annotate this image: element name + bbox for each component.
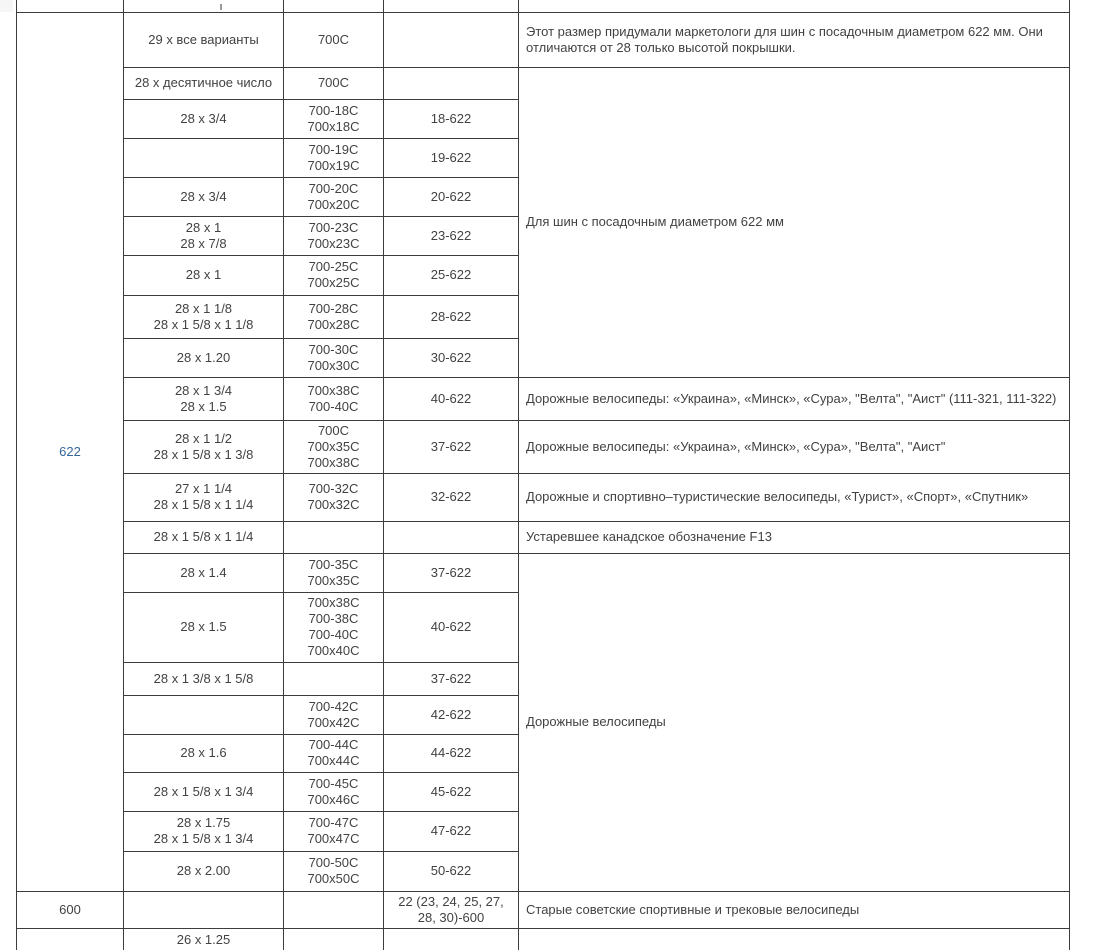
cell-size-french: [284, 473, 384, 521]
table-row: [17, 473, 1070, 521]
french-line: 700x44C: [307, 753, 360, 768]
cell-size-iso: 40-622: [384, 377, 519, 420]
french-line: 700x42C: [307, 714, 360, 730]
table-row-partial-bottom: [17, 928, 1070, 950]
cell-size-french: [284, 338, 384, 377]
cell-size-iso: 44-622: [384, 734, 519, 772]
table-row: [17, 553, 1070, 592]
tire-size-table: [16, 0, 1070, 950]
cell-diameter-600: 600: [17, 891, 124, 928]
french-line: 700x38C: [307, 454, 360, 470]
french-line: 700x35C: [307, 438, 360, 454]
table-row-partial-top: [17, 0, 1070, 12]
size-line: 28 x 1.5: [180, 398, 227, 414]
cell-size-french: [284, 420, 384, 473]
size-line: 28 x 1 1/2: [174, 430, 233, 446]
cell-size-inch: [124, 772, 284, 811]
size-line: 28 x 1 3/8 x 1 5/8: [153, 670, 254, 686]
cell-size-inch: [124, 295, 284, 338]
cell-size-iso: [384, 521, 519, 553]
cell-size-french: [284, 553, 384, 592]
french-line: 700x38C: [307, 595, 360, 610]
cell-size-french: [284, 295, 384, 338]
cell-size-french: [284, 521, 384, 553]
cell-description: [519, 928, 1070, 950]
cell-diameter: [17, 0, 124, 12]
cell-size-french: [284, 928, 384, 950]
cell-size-french: [284, 662, 384, 695]
cell-size-iso: 37-622: [384, 420, 519, 473]
cell-size-french: [284, 734, 384, 772]
cell-description-bsd622: Для шин с посадочным диаметром 622 мм: [519, 67, 1070, 377]
cell-size-iso: [384, 0, 519, 12]
cell-size-inch: [124, 473, 284, 521]
french-line: 700x19C: [307, 157, 360, 173]
table-row: [17, 67, 1070, 99]
cell-description: Дорожные велосипеды: «Украина», «Минск», «Сура», "Велта", "Аист": [519, 420, 1070, 473]
cell-size-inch: [124, 553, 284, 592]
cell-size-french: [284, 255, 384, 295]
french-line: 700-45C: [308, 775, 359, 791]
french-line: 700-44C: [308, 737, 359, 752]
size-line: 28 x 1.5: [180, 619, 227, 634]
page-edge-artifact: [0, 0, 13, 12]
french-line: 700-20C: [308, 180, 359, 196]
cell-size-iso: 37-622: [384, 553, 519, 592]
cell-size-french: [284, 592, 384, 662]
cell-size-inch: [124, 255, 284, 295]
size-line: 28 x 1 3/4: [174, 382, 233, 398]
cell-size-french: [284, 216, 384, 255]
cell-size-inch: [124, 420, 284, 473]
french-line: 700x32C: [307, 497, 360, 512]
cell-size-inch: [124, 734, 284, 772]
cell-diameter-622: [17, 12, 124, 891]
french-line: 700x28C: [307, 316, 360, 332]
cell-description: Этот размер придумали маркетологи для шин с посадочным диаметром 622 мм. Они отличаются от 28 только высотой покрышки.: [519, 12, 1070, 67]
cell-size-french: [284, 138, 384, 177]
cell-size-iso: 19-622: [384, 138, 519, 177]
size-line: 29 x все варианты: [148, 31, 259, 47]
size-line: 28 x 1.75: [176, 815, 231, 830]
cell-size-iso: 47-622: [384, 811, 519, 851]
cell-size-french: [284, 12, 384, 67]
cell-size-iso: 22 (23, 24, 25, 27, 28, 30)-600: [384, 891, 519, 928]
cell-size-french: [284, 811, 384, 851]
cell-description: Дорожные и спортивно–туристические велосипеды, «Турист», «Спорт», «Спутник»: [519, 473, 1070, 521]
cell-size-iso: 37-622: [384, 662, 519, 695]
link-622[interactable]: 622: [59, 443, 81, 459]
cell-size-inch: [124, 67, 284, 99]
cell-size-iso: 20-622: [384, 177, 519, 216]
cell-size-iso: 25-622: [384, 255, 519, 295]
french-line: 700-19C: [308, 141, 359, 157]
size-line: 28 x 3/4: [180, 188, 227, 204]
cell-size-iso: [384, 67, 519, 99]
cell-size-inch: [124, 0, 284, 12]
cell-size-inch: [124, 851, 284, 891]
cell-description: [519, 0, 1070, 12]
size-line: 27 x 1 1/4: [174, 481, 233, 496]
french-line: 700-32C: [308, 481, 359, 496]
french-line: 700-18C: [308, 102, 359, 118]
cell-size-french: [284, 99, 384, 138]
size-line: 28 x 1 5/8 x 1 3/8: [153, 446, 254, 462]
cell-size-french: [284, 772, 384, 811]
cell-size-french: [284, 177, 384, 216]
size-line: 28 x 3/4: [180, 110, 227, 126]
size-line: 28 x 1.4: [180, 564, 227, 580]
cell-size-iso: 23-622: [384, 216, 519, 255]
cell-size-iso: 32-622: [384, 473, 519, 521]
table-row: [17, 521, 1070, 553]
french-line: 700-40C: [308, 627, 359, 642]
size-line: 28 x 1: [185, 219, 222, 235]
size-line: 28 x 2.00: [176, 863, 231, 878]
french-line: 700-25C: [308, 259, 359, 274]
cell-size-iso: [384, 12, 519, 67]
size-line: 28 x 1 5/8 x 1 1/4: [153, 529, 254, 544]
cell-size-inch: [124, 338, 284, 377]
cell-size-inch: [124, 377, 284, 420]
french-line: 700x25C: [307, 275, 360, 290]
cell-description: Старые советские спортивные и трековые велосипеды: [519, 891, 1070, 928]
french-line: 700-30C: [308, 341, 359, 357]
cell-size-inch: [124, 99, 284, 138]
french-line: 700-47C: [308, 815, 359, 830]
cell-size-french: [284, 0, 384, 12]
cell-size-inch: [124, 811, 284, 851]
french-line: 700C: [317, 422, 350, 438]
french-line: 700x20C: [307, 196, 360, 212]
french-line: 700x50C: [307, 871, 360, 886]
cell-size-iso: 50-622: [384, 851, 519, 891]
cell-size-inch: [124, 662, 284, 695]
size-line: 28 x 1.6: [180, 745, 227, 760]
french-line: 700x46C: [307, 791, 360, 807]
size-line: 28 x десятичное число: [134, 75, 273, 90]
table-row: [17, 12, 1070, 67]
cell-size-iso: 30-622: [384, 338, 519, 377]
french-line: 700x47C: [307, 831, 360, 846]
french-line: 700C: [317, 31, 350, 47]
french-line: 700-23C: [308, 219, 359, 235]
cell-diameter: [17, 928, 124, 950]
cell-size-inch: [124, 216, 284, 255]
cell-size-iso: [384, 928, 519, 950]
cell-size-french: [284, 377, 384, 420]
table-row: [17, 377, 1070, 420]
french-line: 700x35C: [307, 572, 360, 588]
size-line: 28 x 7/8: [180, 235, 227, 251]
size-line: 28 x 1.20: [176, 349, 231, 365]
size-line: 28 x 1 5/8 x 1 1/8: [153, 316, 254, 332]
cell-size-inch: [124, 177, 284, 216]
cell-description: Устаревшее канадское обозначение F13: [519, 521, 1070, 553]
french-line: 700x40C: [307, 643, 360, 658]
french-line: 700x18C: [307, 118, 360, 134]
cell-description: Дорожные велосипеды: «Украина», «Минск», «Сура», "Велта", "Аист" (111-321, 111-322): [519, 377, 1070, 420]
french-line: 700C: [317, 75, 350, 90]
table-row-600: [17, 891, 1070, 928]
cell-size-iso: 42-622: [384, 695, 519, 734]
cell-size-inch: [124, 521, 284, 553]
french-line: 700x23C: [307, 235, 360, 251]
cell-size-inch: [124, 592, 284, 662]
cell-size-french: [284, 695, 384, 734]
cell-size-french: [284, 891, 384, 928]
french-line: 700-40C: [308, 398, 359, 414]
cell-description-road-bikes: Дорожные велосипеды: [519, 553, 1070, 891]
french-line: 700-28C: [308, 300, 359, 316]
french-line: 700x30C: [307, 357, 360, 373]
cell-size-inch: [124, 12, 284, 67]
cell-size-iso: 45-622: [384, 772, 519, 811]
cell-size-inch: [124, 891, 284, 928]
cell-size-inch: [124, 138, 284, 177]
size-line: 28 x 1 1/8: [174, 300, 233, 316]
cell-size-inch: [124, 695, 284, 734]
french-line: 700-50C: [308, 855, 359, 870]
tire-size-table-container: [16, 0, 1070, 950]
french-line: 700-42C: [308, 698, 359, 714]
table-row: [17, 420, 1070, 473]
french-line: 700x38C: [307, 382, 360, 398]
cell-size-french: [284, 67, 384, 99]
clipped-text-fragment: [220, 4, 222, 10]
cell-size-inch: 26 x 1.25: [124, 928, 284, 950]
size-line: 28 x 1 5/8 x 1 1/4: [153, 497, 254, 512]
cell-size-iso: 40-622: [384, 592, 519, 662]
cell-size-iso: 28-622: [384, 295, 519, 338]
french-line: 700-35C: [308, 556, 359, 572]
cell-size-iso: 18-622: [384, 99, 519, 138]
size-line: 28 x 1 5/8 x 1 3/4: [153, 831, 254, 846]
french-line: 700-38C: [308, 611, 359, 626]
size-line: 28 x 1 5/8 x 1 3/4: [153, 783, 254, 799]
size-line: 28 x 1: [185, 267, 222, 282]
cell-size-french: [284, 851, 384, 891]
